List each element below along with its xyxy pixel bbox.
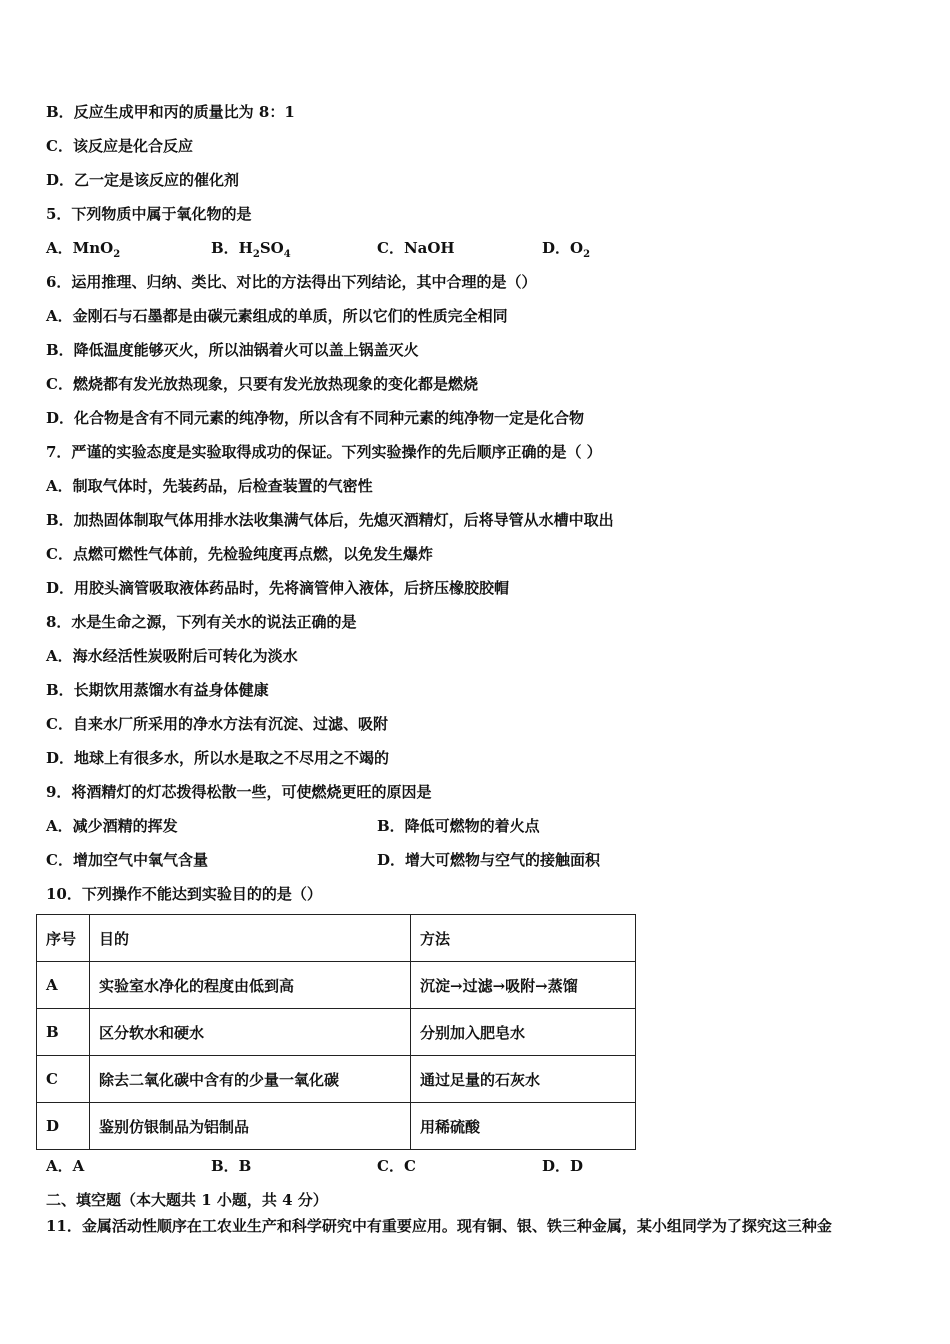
q5-option-d: D．$O_2$ <box>542 239 591 260</box>
q6-option-d: D．化合物是含有不同元素的纯净物，所以含有不同种元素的纯净物一定是化合物 <box>46 409 585 427</box>
q10-option-a: A．A <box>46 1157 85 1175</box>
table-header: 方法 <box>411 915 636 962</box>
table-cell: 通过足量的石灰水 <box>411 1056 636 1103</box>
table-cell: B <box>37 1009 90 1056</box>
q4-option-d: D．乙一定是该反应的催化剂 <box>46 171 240 189</box>
q5-option-a: A．MnO$_2$ <box>46 239 121 260</box>
q5-option-b: B．$H_2SO_4$ <box>211 239 291 260</box>
q10-option-b: B．B <box>211 1157 252 1175</box>
table-cell: 用稀硫酸 <box>411 1103 636 1150</box>
q9-option-c: C．增加空气中氧气含量 <box>46 851 208 869</box>
table-cell: 分别加入肥皂水 <box>411 1009 636 1056</box>
q8-option-d: D．地球上有很多水，所以水是取之不尽用之不竭的 <box>46 749 390 767</box>
q9-option-b: B．降低可燃物的着火点 <box>377 817 540 835</box>
q8-option-c: C．自来水厂所采用的净水方法有沉淀、过滤、吸附 <box>46 715 388 733</box>
q7-option-c: C．点燃可燃性气体前，先检验纯度再点燃，以免发生爆炸 <box>46 545 433 563</box>
q4-option-c: C．该反应是化合反应 <box>46 137 193 155</box>
table-header: 序号 <box>37 915 90 962</box>
table-cell: 区分软水和硬水 <box>90 1009 411 1056</box>
q6-option-b: B．降低温度能够灭火，所以油锅着火可以盖上锅盖灭火 <box>46 341 419 359</box>
table-row <box>37 962 636 1009</box>
q5-stem: 5．下列物质中属于氧化物的是 <box>46 205 252 223</box>
q7-stem: 7．严谨的实验态度是实验取得成功的保证。下列实验操作的先后顺序正确的是（ ） <box>46 443 602 461</box>
q10-table <box>36 914 636 1150</box>
q10-option-d: D．D <box>542 1157 584 1175</box>
q5-option-c: C．NaOH <box>377 239 455 257</box>
q8-option-b: B．长期饮用蒸馏水有益身体健康 <box>46 681 269 699</box>
q4-option-b: B．反应生成甲和丙的质量比为 8：1 <box>46 103 295 121</box>
table-row <box>37 1009 636 1056</box>
table-header-row <box>37 915 636 962</box>
q8-option-a: A．海水经活性炭吸附后可转化为淡水 <box>46 647 298 665</box>
q10-stem: 10．下列操作不能达到实验目的的是（） <box>46 885 322 903</box>
q11-stem: 11．金属活动性顺序在工农业生产和科学研究中有重要应用。现有铜、银、铁三种金属，某小组同学为了探究这三种金 <box>46 1217 832 1235</box>
q10-option-c: C．C <box>377 1157 416 1175</box>
table-row <box>37 1056 636 1103</box>
table-cell: 鉴别仿银制品为铝制品 <box>90 1103 411 1150</box>
q9-option-d: D．增大可燃物与空气的接触面积 <box>377 851 601 869</box>
q7-option-b: B．加热固体制取气体用排水法收集满气体后，先熄灭酒精灯，后将导管从水槽中取出 <box>46 511 614 529</box>
q6-option-c: C．燃烧都有发光放热现象，只要有发光放热现象的变化都是燃烧 <box>46 375 478 393</box>
table-cell: 实验室水净化的程度由低到高 <box>90 962 411 1009</box>
q8-stem: 8．水是生命之源，下列有关水的说法正确的是 <box>46 613 357 631</box>
section-title: 二、填空题（本大题共 1 小题，共 4 分） <box>46 1191 328 1209</box>
q7-option-a: A．制取气体时，先装药品，后检查装置的气密性 <box>46 477 373 495</box>
q7-option-d: D．用胶头滴管吸取液体药品时，先将滴管伸入液体，后挤压橡胶胶帽 <box>46 579 510 597</box>
table-cell: 除去二氧化碳中含有的少量一氧化碳 <box>90 1056 411 1103</box>
q9-stem: 9．将酒精灯的灯芯拨得松散一些，可使燃烧更旺的原因是 <box>46 783 432 801</box>
table-cell: A <box>37 962 90 1009</box>
table-cell: D <box>37 1103 90 1150</box>
table-row <box>37 1103 636 1150</box>
q6-option-a: A．金刚石与石墨都是由碳元素组成的单质，所以它们的性质完全相同 <box>46 307 508 325</box>
table-header: 目的 <box>90 915 411 962</box>
q6-stem: 6．运用推理、归纳、类比、对比的方法得出下列结论，其中合理的是（） <box>46 273 537 291</box>
q9-option-a: A．减少酒精的挥发 <box>46 817 178 835</box>
table-cell: C <box>37 1056 90 1103</box>
table-cell: 沉淀→过滤→吸附→蒸馏 <box>411 962 636 1009</box>
